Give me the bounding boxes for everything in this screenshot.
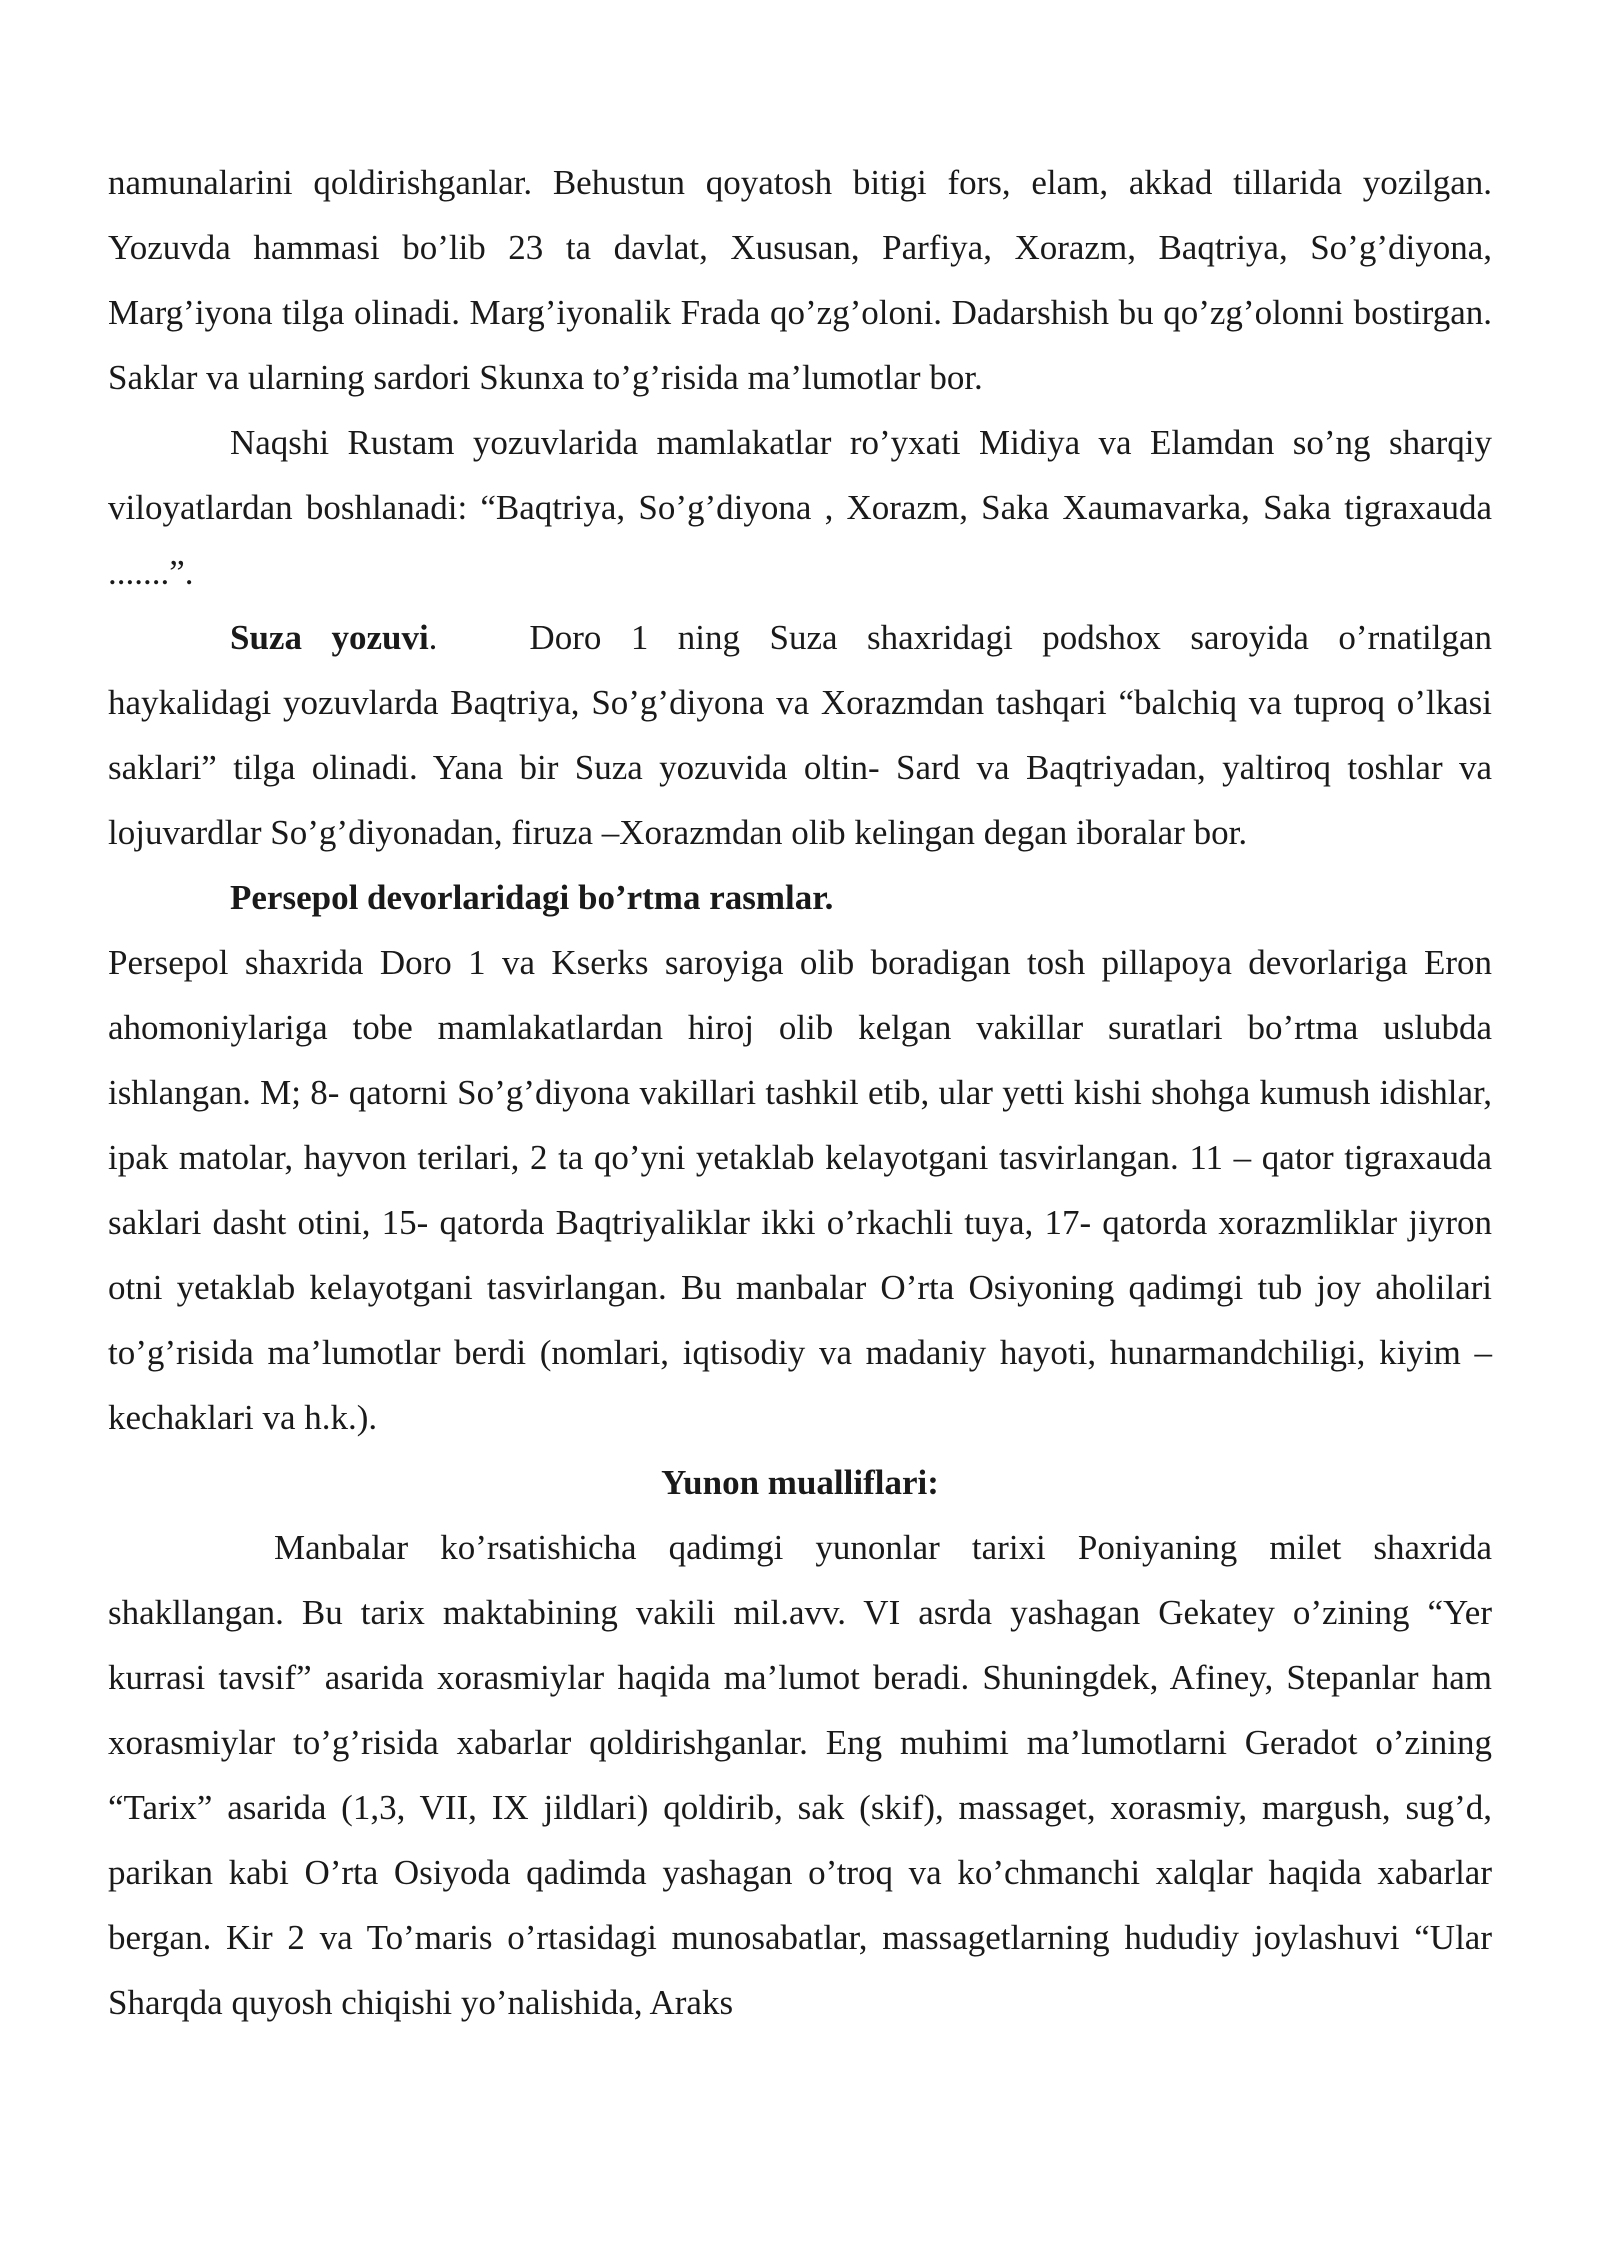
paragraph-yunon: Manbalar ko’rsatishicha qadimgi yunonlar tarixi Poniyaning milet shaxrida shakllangan. Bu tarix maktabining vakili mil.avv. VI asrda yashagan Gekatey o’zining “Yer kurrasi tavsif” asarida xorasmiylar haqida ma’lumot beradi. Shuningdek, Afiney, Stepanlar ham xorasmiylar to’g’risida xabarlar qoldirishganlar. Eng muhimi ma’lumotlarni Geradot o’zining “Tarix” asarida (1,3, VII, IX jildlari) qoldirib, sak (skif), massaget, xorasmiy, margush, sug’d, parikan kabi O’rta Osiyoda qadimda yashagan o’troq va ko’chmanchi xalqlar haqida xabarlar bergan. Kir 2 va To’maris o’rtasidagi munosabatlar, massagetlarning hududiy joylashuvi “Ular Sharqda quyosh chiqishi yo’nalishida, Araks: [108, 1528, 1492, 2022]
suza-heading: Suza yozuvi: [230, 618, 429, 657]
paragraph-suza: [108, 605, 1492, 865]
heading-persepol: Persepol devorlaridagi bo’rtma rasmlar.: [230, 878, 834, 917]
document-page: [108, 150, 1492, 2035]
suza-heading-dot: .: [428, 618, 438, 657]
suza-text: Doro 1 ning Suza shaxridagi podshox saroyida o’rnatilgan haykalidagi yozuvlarda Baqtriya, So’g’diyona va Xorazmdan tashqari “balchiq va tuproq o’lkasi saklari” tilga olinadi. Yana bir Suza yozuvida oltin- Sard va Baqtriyadan, yaltiroq toshlar va lojuvardlar So’g’diyonadan, firuza –Xorazmdan olib kelingan degan iboralar bor.: [108, 618, 1492, 852]
paragraph-behustun: namunalarini qoldirishganlar. Behustun qoyatosh bitigi fors, elam, akkad tillarida yozilgan. Yozuvda hammasi bo’lib 23 ta davlat, Xususan, Parfiya, Xorazm, Baqtriya, So’g’diyona, Marg’iyona tilga olinadi. Marg’iyonalik Frada qo’zg’oloni. Dadarshish bu qo’zg’olonni bostirgan. Saklar va ularning sardori Skunxa to’g’risida ma’lumotlar bor.: [108, 163, 1492, 397]
paragraph-naqshi-rustam: Naqshi Rustam yozuvlarida mamlakatlar ro’yxati Midiya va Elamdan so’ng sharqiy viloyatlardan boshlanadi: “Baqtriya, So’g’diyona , Xorazm, Saka Xaumavarka, Saka tigraxauda .......”.: [108, 423, 1492, 592]
heading-yunon: Yunon mualliflari:: [661, 1463, 939, 1502]
paragraph-persepol: Persepol shaxrida Doro 1 va Kserks saroyiga olib boradigan tosh pillapoya devorlariga Eron ahomoniylariga tobe mamlakatlardan hiroj olib kelgan vakillar suratlari bo’rtma uslubda ishlangan. M; 8- qatorni So’g’diyona vakillari tashkil etib, ular yetti kishi shohga kumush idishlar, ipak matolar, hayvon terilari, 2 ta qo’yni yetaklab kelayotgani tasvirlangan. 11 – qator tigraxauda saklari dasht otini, 15- qatorda Baqtriyaliklar ikki o’rkachli tuya, 17- qatorda xorazmliklar jiyron otni yetaklab kelayotgani tasvirlangan. Bu manbalar O’rta Osiyoning qadimgi tub joy aholilari to’g’risida ma’lumotlar berdi (nomlari, iqtisodiy va madaniy hayoti, hunarmandchiligi, kiyim – kechaklari va h.k.).: [108, 943, 1492, 1437]
